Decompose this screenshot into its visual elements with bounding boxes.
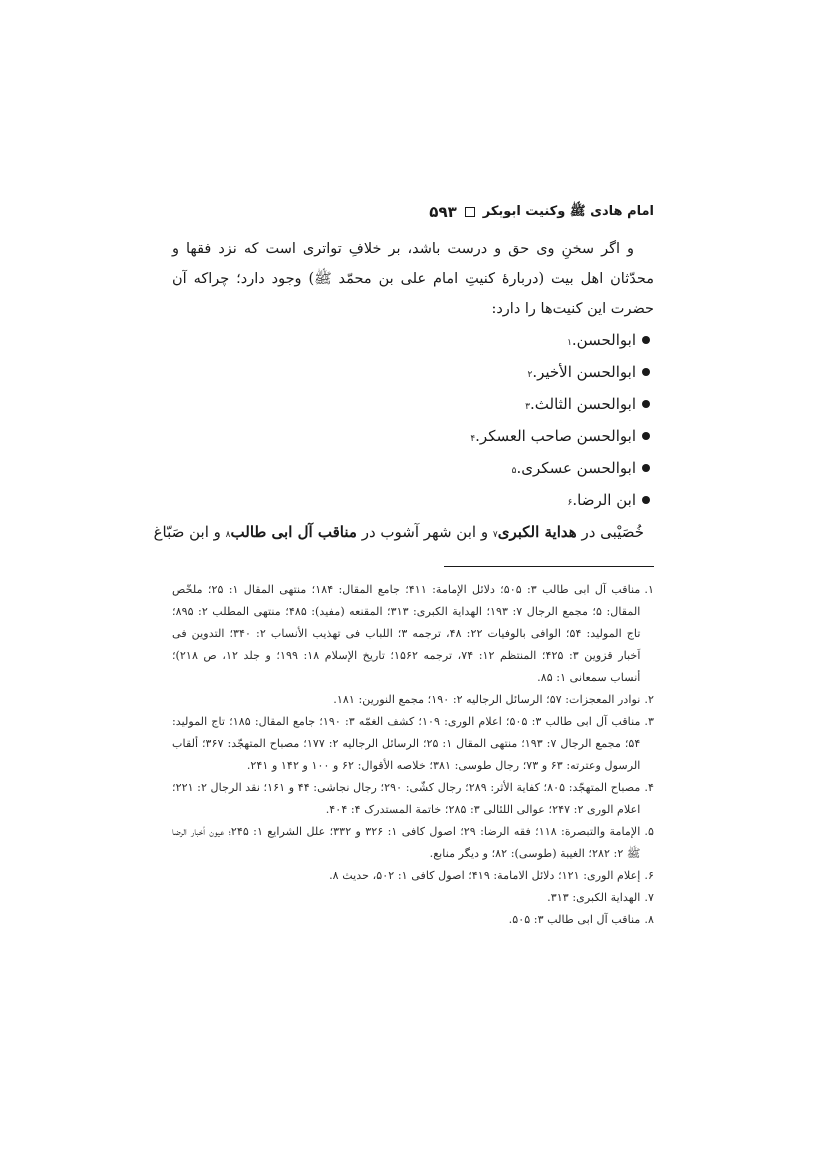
- book-title: هدایة الکبری: [497, 523, 577, 541]
- list-item: ابن الرضا. ۶: [172, 484, 654, 516]
- footnote-text: مناقب آل ابی طالب ۳: ۵۰۵؛ دلائل الإمامة: ۴۱۱؛ جامع المقال: ۱۸۴؛ منتهی المقال ۱: ۲۵؛ ملخّص المقال: ۵؛ مجمع الرجال ۷: ۱۹۳؛ الهدایة الکبری: ۳۱۳؛ المقنعه (مفید): ۴۸۵؛ منتهی المطلب ۲: ۸۹۵؛ تاج المولید: ۵۴؛ الوافی بالوفیات ۲۲: ۴۸، ترجمه ۳؛ اللباب فی تهذیب الأنساب ۲: ۳۴۰؛ التدوین فی اَخبار قزوین ۳: ۴۲۵؛ المنتظم ۱۲: ۷۴، ترجمه ۱۵۶۲؛ تاریخ الإسلام ۱۸: ۱۹۹؛ و جلد ۱۲، ص ۲۱۸)؛ أنساب سمعانی ۱: ۸۵.: [172, 583, 641, 684]
- footnote-text: نوادر المعجزات: ۵۷؛ الرسائل الرجالیه ۲: ۱۹۰؛ مجمع النورین: ۱۸۱.: [333, 693, 641, 706]
- main-text: [153, 234, 654, 548]
- list-item: ابوالحسن الثالث. ۳: [172, 388, 654, 420]
- footnote-text: مناقب آل ابی طالب ۳: ۵۰۵؛ اعلام الوری: ۱۰۹؛ کشف الغمّه ۳: ۱۹۰؛ جامع المقال: ۱۸۵؛ تاج المولید: ۵۴؛ مجمع الرجال ۷: ۱۹۳؛ منتهی المقال ۱: ۲۵؛ الرسائل الرجالیه ۲: ۱۷۷؛ مصباح المتهجّد: ۳۶۷؛ ألقاب الرسول وعترته: ۶۳ و ۷۳؛ رجال طوسی: ۳۸۱؛ خلاصه الأقوال: ۶۲ و ۱۰۰ و ۱۴۲ و ۲۴۱.: [172, 715, 641, 772]
- kunya-list: [153, 324, 654, 548]
- footnote: [172, 865, 654, 887]
- footnote-number: ۱.: [644, 583, 654, 596]
- footnote-number: ۴.: [644, 781, 654, 794]
- page-content: [153, 198, 654, 931]
- bullet-icon: [642, 432, 650, 440]
- footnote-text: مناقب آل ابی طالب ۳: ۵۰۵.: [508, 913, 641, 926]
- header-title: امام هادی ﷺ وکنیت ابوبکر: [482, 203, 654, 219]
- list-item-text: ابوالحسن الأخیر.: [532, 363, 636, 381]
- book-title: مناقب آل ابی طالب: [230, 523, 357, 541]
- list-item-text: خُصَیْبی در: [581, 523, 644, 541]
- footnote: [172, 909, 654, 931]
- footnote: [172, 689, 654, 711]
- footnote: [172, 887, 654, 909]
- intro-paragraph: و اگر سخنِ وی حق و درست باشد، بر خلافِ تواتری است که نزد فقها و محدّثان اهل بیت (دربارهٔ کنیتِ امام علی بن محمّد ﷺ) وجود دارد؛ چراکه آن حضرت این کنیت‌ها را دارد:: [172, 241, 654, 317]
- footnote: [172, 579, 654, 689]
- list-item-text: ابن الرضا.: [572, 491, 636, 509]
- list-item: ابوالحسن. ۱: [172, 324, 654, 356]
- footnote-number: ۶.: [644, 869, 654, 882]
- footnote-number: ۸.: [644, 913, 654, 926]
- footnote: [172, 777, 654, 821]
- footnote-text: إعلام الوری: ۱۲۱؛ دلائل الامامة: ۴۱۹؛ اصول کافی ۱: ۵۰۲، حدیث ۸.: [329, 869, 641, 882]
- footnote: [172, 821, 654, 865]
- page-number: ۵۹۳: [429, 203, 457, 221]
- footnotes-list: [172, 579, 654, 931]
- bullet-icon: [642, 464, 650, 472]
- bullet-icon: [642, 336, 650, 344]
- footnote: [172, 711, 654, 777]
- running-header: [172, 198, 654, 226]
- footnote-text: الإمامة والتبصرة: ۱۱۸؛ فقه الرضا: ۲۹؛ اصول کافی ۱: ۳۲۶ و ۳۳۲؛ علل الشرایع ۱: ۲۴۵؛ عیون أخبار الرضا ﷺ ۲: ۲۸۲؛ الغیبة (طوسی): ۸۲؛ و دیگر منابع.: [172, 825, 641, 860]
- bullet-icon: [642, 496, 650, 504]
- footnote-divider: [444, 566, 654, 567]
- bullet-icon: [642, 400, 650, 408]
- footnote-text: الهدایة الکبری: ۳۱۳.: [547, 891, 641, 904]
- list-item-text: و ابن شهر آشوب در: [361, 523, 489, 541]
- bullet-icon: [642, 368, 650, 376]
- list-item-text: ابوالحسن عسکری.: [516, 459, 636, 477]
- list-item: خُصَیْبی در هدایة الکبری ۷ و ابن شهر آشوب در مناقب آل ابی طالب ۸ و ابن صَبّاغ: [172, 516, 654, 548]
- footnote-number: ۳.: [644, 715, 654, 728]
- list-item-text: ابوالحسن الثالث.: [530, 395, 636, 413]
- list-item-text: ابوالحسن.: [571, 331, 636, 349]
- list-item: ابوالحسن الأخیر. ۲: [172, 356, 654, 388]
- list-item-text: و ابن صَبّاغ: [153, 523, 221, 541]
- footnote-text: مصباح المتهجّد: ۸۰۵؛ کفایة الأثر: ۲۸۹؛ رجال کشّی: ۲۹۰؛ رجال نجاشی: ۴۴ و ۱۶۱؛ نقد الرجال ۲: ۲۲۱؛ اعلام الوری ۲: ۲۴۷؛ عوالی اللئالی ۳: ۲۸۵؛ خاتمة المستدرک ۴: ۴۰۴.: [172, 781, 641, 816]
- list-item-text: ابوالحسن صاحب العسکر.: [475, 427, 636, 445]
- list-item: ابوالحسن صاحب العسکر. ۴: [172, 420, 654, 452]
- footnote-number: ۷.: [644, 891, 654, 904]
- footnote-number: ۵.: [644, 825, 654, 838]
- footnote-number: ۲.: [644, 693, 654, 706]
- square-ornament-icon: [465, 207, 475, 217]
- list-item: ابوالحسن عسکری. ۵: [172, 452, 654, 484]
